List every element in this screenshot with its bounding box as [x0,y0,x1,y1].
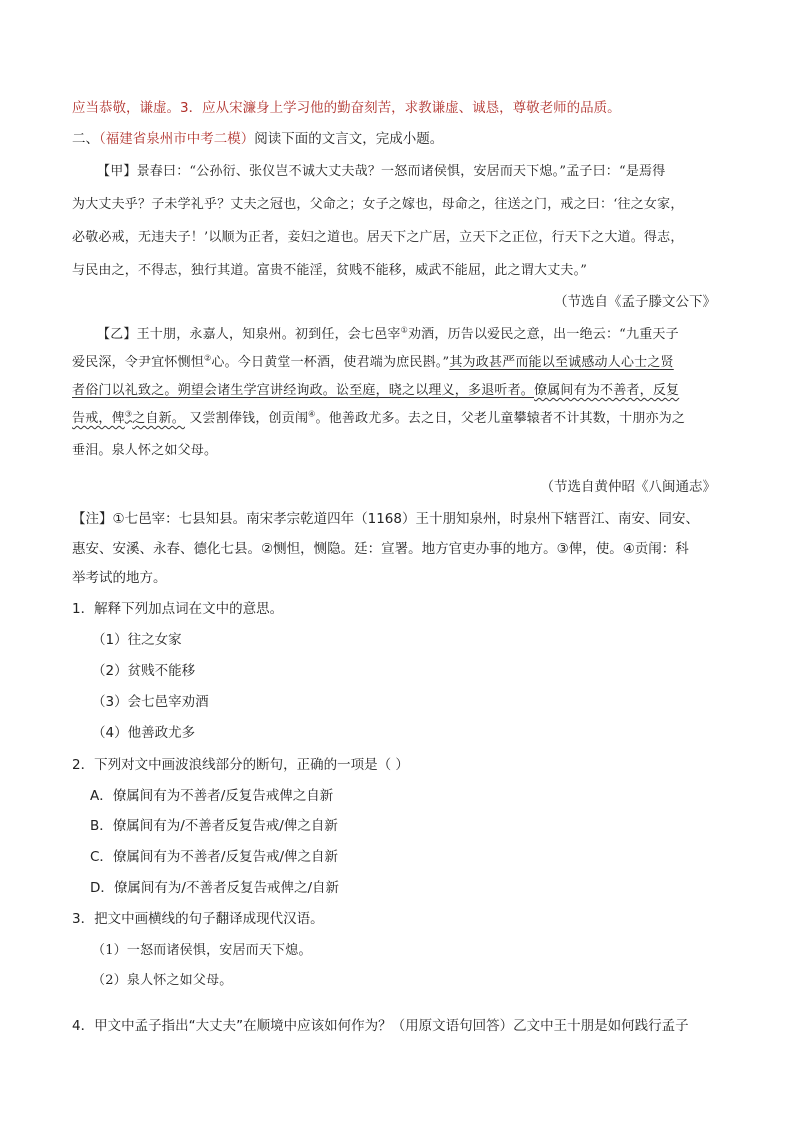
passage-jia-line: 必敬必戒，无违夫子！’以顺为正者，妾妇之道也。居天下之广居，立天下之正位，行天下之大道。得志， [72,230,684,245]
passage-yi-text: 。他善政尤多。去之日，父老儿童攀辕者不计其数，十朋亦为之 [315,411,686,426]
footnote-marker: ③ [124,409,133,419]
notes-line: 惠安、安溪、永春、德化七县。②恻怛，恻隐。廷：宣署。地方官吏办事的地方。③俾，使。④贡闱：科 [72,541,689,557]
footnote-marker: ① [400,325,408,335]
question-4-stem: 4．甲文中孟子指出“大丈夫”在顺境中应该如何作为？（用原文语句回答）乙文中王十朋是如何践行孟子 [72,1018,689,1034]
question-1-item: （3）会七邑宰劝酒 [92,694,209,710]
passage-yi-text: 又尝割俸钱，创贡闱 [189,411,309,426]
section-source: （福建省泉州市中考二模） [99,131,255,147]
passage-yi-text: 心。今日黄堂一杯酒，使君端为庶民斟。” [211,355,450,370]
question-2-option: B．僚属间有为/不善者反复告戒/俾之自新 [90,818,338,834]
question-2-option: A．僚属间有为不善者/反复告戒俾之自新 [90,788,334,804]
wavy-line-text: 之自新。 [132,411,185,426]
passage-yi-line-1 [97,325,679,345]
wavy-line-text: 告戒，俾 [72,411,125,426]
section-prefix: 二、 [72,131,99,147]
question-3-item: （1）一怒而诸侯惧，安居而天下熄。 [92,943,312,958]
passage-jia-line: 与民由之，不得志，独行其道。富贵不能淫，贫贱不能移，威武不能屈，此之谓大丈夫。” [72,263,588,278]
previous-answer-text: 应当恭敬，谦虚。3．应从宋濂身上学习他的勤奋刻苦，求教谦虚、诚恳，尊敬老师的品质。 [72,100,621,116]
passage-yi-line-5: 垂泪。泉人怀之如父母。 [72,443,218,458]
question-3-stem: 3．把文中画横线的句子翻译成现代汉语。 [72,911,324,927]
passage-yi-source: （节选自黄仲昭《八闽通志》 [540,479,716,495]
question-2-stem: 2．下列对文中画波浪线部分的断句，正确的一项是（ ） [72,757,409,773]
footnote-marker: ④ [308,409,316,419]
question-2-option: C．僚属间有为不善者/反复告戒/俾之自新 [90,849,339,865]
passage-yi-text: 劝酒，历告以爱民之意，出一绝云：“九重天子 [407,327,679,342]
notes-line: 【注】①七邑宰：七县知县。南宋孝宗乾道四年（1168）王十朋知泉州，时泉州下辖晋江、南安、同安、 [72,511,699,527]
underlined-sentence: 者俗门以礼致之。朔望会诸生学宫讲经询政。讼至庭，晓之以理义，多退听者。 [72,383,535,398]
passage-yi-text: 爱民深，令尹宜怀恻怛 [72,355,205,370]
question-1-item: （4）他善政尤多 [92,725,196,741]
underlined-sentence: 其为政甚严而能以至诚感动人心士之贤 [449,355,674,370]
passage-jia-line: 【甲】景春曰：“公孙衍、张仪岂不诚大丈夫哉？一怒而诸侯惧，安居而天下熄。”孟子曰：“是焉得 [97,164,666,179]
question-3-item: （2）泉人怀之如父母。 [92,973,233,988]
passage-yi-line-3 [72,381,679,401]
passage-yi-line-4 [72,409,685,429]
question-1-item: （1）往之女家 [92,632,182,648]
passage-jia-source: （节选自《孟子滕文公下》 [554,294,716,310]
wavy-line-text: 僚属间有为不善者，反复 [534,383,680,398]
section-heading [72,129,443,149]
passage-yi-line-2 [72,353,674,373]
question-2-option: D．僚属间有为/不善者反复告戒俾之/自新 [90,880,339,896]
notes-line: 举考试的地方。 [72,570,167,586]
section-instruction: 阅读下面的文言文，完成小题。 [254,131,444,147]
passage-jia-line: 为大丈夫乎？子未学礼乎？丈夫之冠也，父命之；女子之嫁也，母命之，往送之门，戒之曰：‘往之女家， [72,197,684,212]
question-1-item: （2）贫贱不能移 [92,663,196,679]
footnote-marker: ② [204,353,212,363]
question-1-stem: 1．解释下列加点词在文中的意思。 [72,601,284,617]
passage-yi-text: 【乙】王十朋，永嘉人，知泉州。初到任，会七邑宰 [97,327,401,342]
